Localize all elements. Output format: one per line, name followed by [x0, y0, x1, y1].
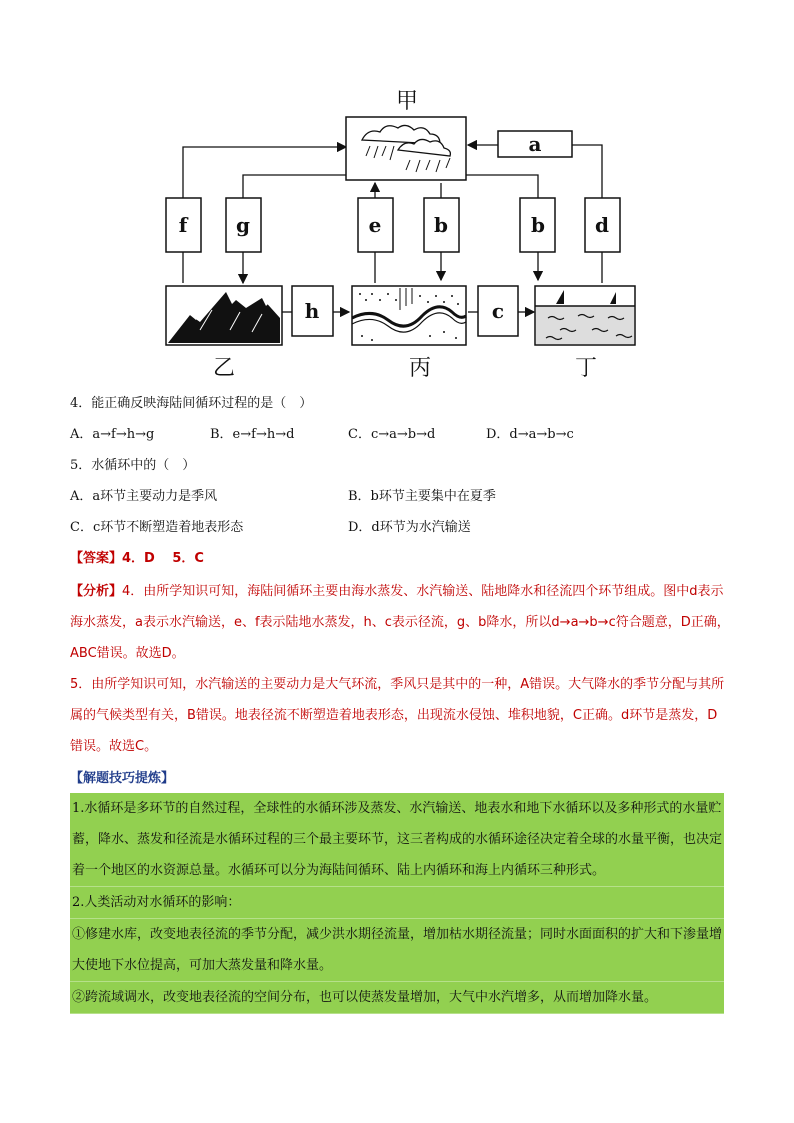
tips-paragraph-1: 1.水循环是多环节的自然过程，全球性的水循环涉及蒸发、水汽输送、地表水和地下水循环以及多种形式的水量贮蓄，降水、蒸发和径流是水循环过程的三个最主要环节，这三者构成的水循环途径决定着全球的水量平衡，也决定着一个地区的水资源总量。水循环可以分为海陆间循环、陆上内循环和海上内循环三种形式。: [70, 793, 724, 887]
q4-option-a: A．a→f→h→g: [70, 427, 155, 442]
label-a: a: [528, 132, 542, 156]
answer-text: 4．D 5．C: [122, 551, 204, 566]
tips-heading: 【解题技巧提炼】: [70, 771, 175, 786]
label-f: f: [178, 213, 188, 237]
tips-paragraph-4: ②跨流域调水，改变地表径流的空间分布，也可以使蒸发量增加，大气中水汽增多，从而增加降水量。: [70, 982, 724, 1014]
tips-paragraph-2: 2.人类活动对水循环的影响：: [70, 887, 724, 919]
label-ding: 丁: [574, 356, 598, 381]
sea-panel: [535, 286, 635, 345]
q5-option-c: C．c环节不断塑造着地表形态: [70, 520, 244, 535]
label-jia: 甲: [395, 89, 419, 114]
analysis-paragraph-2: [70, 669, 730, 762]
q5-stem: 5．水循环中的（ ）: [70, 458, 196, 473]
analysis-text-2: 5．由所学知识可知，水汽输送的主要动力是大气环流，季风只是其中的一种，A错误。大气降水的季节分配与其所属的气候类型有关，B错误。地表径流不断塑造着地表形态，出现流水侵蚀、堆积地貌，C正确。d环节是蒸发，D错误。故选C。: [70, 677, 725, 754]
water-cycle-diagram: [0, 0, 794, 390]
analysis-text-1: 4．由所学知识可知，海陆间循环主要由海水蒸发、水汽输送、陆地降水和径流四个环节组成。图中d表示海水蒸发，a表示水汽输送，e、f表示陆地水蒸发，h、c表示径流，g、b降水，所以d→a→b→c符合题意，D正确，ABC错误。故选D。: [70, 584, 730, 661]
q4-option-d: D．d→a→b→c: [486, 427, 574, 442]
q4-option-b: B．e→f→h→d: [210, 427, 295, 442]
label-h: h: [304, 299, 320, 323]
answer-tag: 【答案】: [70, 551, 123, 566]
analysis-paragraph-1: [70, 576, 730, 669]
sky-panel: [346, 117, 466, 180]
q4-stem: 4．能正确反映海陆间循环过程的是（ ）: [70, 396, 313, 411]
analysis-tag: 【分析】: [70, 584, 123, 599]
q5-option-d: D．d环节为水汽输送: [348, 520, 471, 535]
label-b1: b: [434, 213, 448, 237]
mountain-panel: [166, 286, 282, 345]
label-b2: b: [531, 213, 545, 237]
label-c: c: [491, 299, 505, 323]
tips-box: [70, 793, 724, 1014]
label-yi: 乙: [212, 356, 236, 381]
q5-option-a: A．a环节主要动力是季风: [70, 489, 218, 504]
q5-option-b: B．b环节主要集中在夏季: [348, 489, 496, 504]
answer-line: [70, 550, 204, 568]
label-e: e: [368, 213, 382, 237]
q4-option-c: C．c→a→b→d: [348, 427, 436, 442]
tips-paragraph-3: ①修建水库，改变地表径流的季节分配，减少洪水期径流量，增加枯水期径流量；同时水面面积的扩大和下渗量增大使地下水位提高，可加大蒸发量和降水量。: [70, 919, 724, 982]
label-g: g: [236, 213, 250, 237]
label-bing: 丙: [408, 356, 432, 381]
label-d: d: [595, 213, 609, 237]
land-panel: [352, 286, 466, 345]
